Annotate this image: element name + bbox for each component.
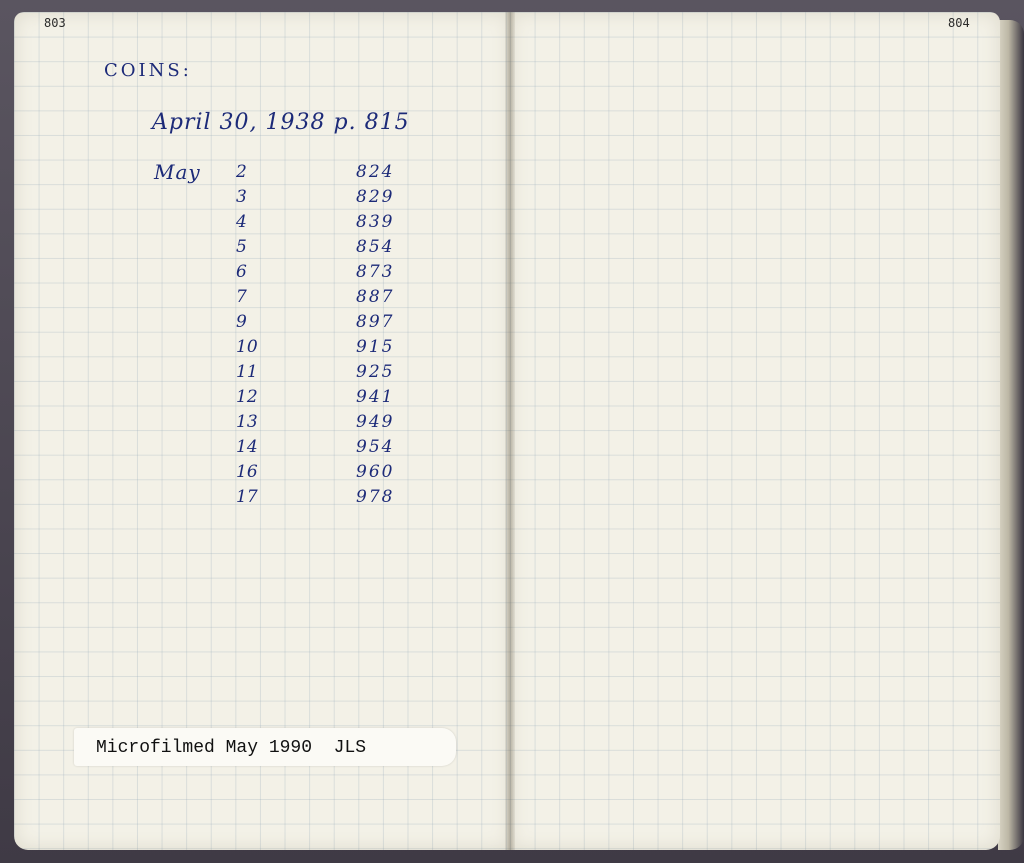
list-item <box>230 237 430 262</box>
list-item <box>230 487 430 512</box>
entry-day: 17 <box>236 487 258 507</box>
entry-page: 949 <box>356 412 395 432</box>
entry-day: 12 <box>236 387 258 407</box>
page-heading: COINS: <box>104 60 192 81</box>
list-item <box>230 437 430 462</box>
entry-day: 9 <box>236 312 247 332</box>
entry-page: 824 <box>356 162 395 182</box>
list-item <box>230 187 430 212</box>
entry-page: 854 <box>356 237 395 257</box>
entry-page: 941 <box>356 387 395 407</box>
page-gutter <box>505 12 515 850</box>
entry-day: 13 <box>236 412 258 432</box>
entry-page: 887 <box>356 287 395 307</box>
entry-page: 897 <box>356 312 395 332</box>
list-item <box>230 212 430 237</box>
entry-page: 978 <box>356 487 395 507</box>
entry-page: 829 <box>356 187 395 207</box>
list-item <box>230 362 430 387</box>
first-entry: April 30, 1938 p. 815 <box>152 110 410 135</box>
list-item <box>230 312 430 337</box>
entry-day: 11 <box>236 362 258 382</box>
entry-day: 6 <box>236 262 247 282</box>
entry-page: 915 <box>356 337 395 357</box>
right-page <box>510 12 1000 850</box>
microfilm-label-text: Microfilmed May 1990 JLS <box>96 738 367 758</box>
entry-page: 960 <box>356 462 395 482</box>
list-item <box>230 387 430 412</box>
entry-day: 5 <box>236 237 247 257</box>
entry-day: 14 <box>236 437 258 457</box>
entry-day: 2 <box>236 162 247 182</box>
list-item <box>230 462 430 487</box>
entry-page: 873 <box>356 262 395 282</box>
list-item <box>230 262 430 287</box>
list-item <box>230 287 430 312</box>
entry-day: 10 <box>236 337 258 357</box>
list-item <box>230 162 430 187</box>
entry-list <box>230 162 430 512</box>
left-page-number: 803 <box>44 16 66 30</box>
list-item <box>230 337 430 362</box>
entry-page: 954 <box>356 437 395 457</box>
entry-page: 839 <box>356 212 395 232</box>
list-item <box>230 412 430 437</box>
entry-day: 7 <box>236 287 247 307</box>
microfilm-label <box>74 728 456 766</box>
entry-page: 925 <box>356 362 395 382</box>
entry-day: 3 <box>236 187 247 207</box>
entry-day: 4 <box>236 212 247 232</box>
cover-edge <box>998 20 1024 850</box>
right-page-number: 804 <box>948 16 970 30</box>
month-label: May <box>154 160 201 184</box>
entry-day: 16 <box>236 462 258 482</box>
